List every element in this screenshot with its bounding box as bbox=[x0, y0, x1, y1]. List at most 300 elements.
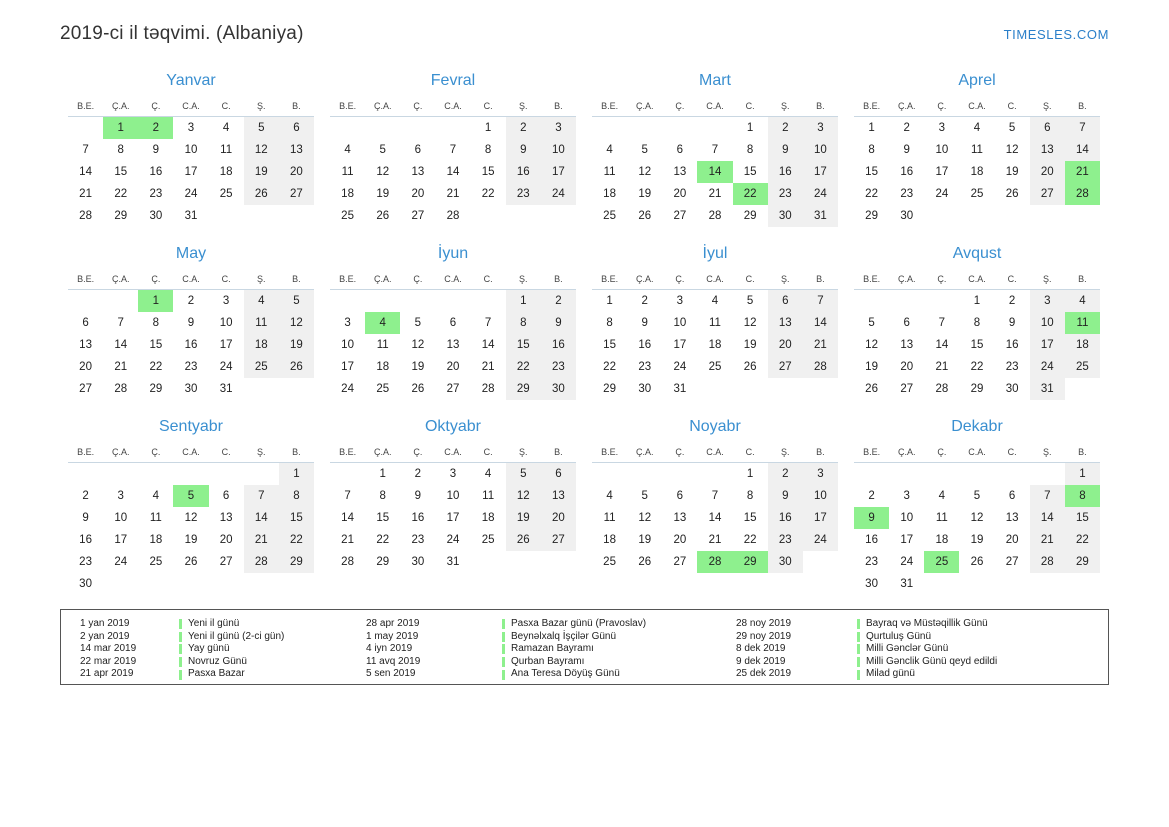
day-cell-weekend[interactable]: 10 bbox=[1030, 312, 1065, 334]
day-cell[interactable]: 26 bbox=[638, 556, 652, 568]
day-cell[interactable]: 5 bbox=[414, 317, 422, 329]
day-cell[interactable]: 17 bbox=[900, 534, 914, 546]
day-cell-weekend[interactable]: 23 bbox=[506, 183, 541, 205]
day-cell[interactable]: 16 bbox=[411, 512, 425, 524]
day-cell[interactable]: 11 bbox=[376, 339, 389, 351]
day-cell[interactable]: 14 bbox=[481, 339, 495, 351]
day-cell[interactable]: 6 bbox=[82, 317, 89, 329]
day-cell[interactable]: 5 bbox=[379, 144, 386, 156]
day-cell-weekend[interactable]: 10 bbox=[541, 139, 576, 161]
day-cell-weekend[interactable]: 3 bbox=[1030, 290, 1065, 313]
day-cell[interactable]: 31 bbox=[900, 578, 914, 590]
day-cell-weekend[interactable]: 6 bbox=[768, 290, 803, 313]
day-cell[interactable]: 7 bbox=[938, 317, 946, 329]
day-cell[interactable]: 28 bbox=[79, 210, 92, 222]
day-cell[interactable]: 4 bbox=[938, 490, 946, 502]
day-cell[interactable]: 5 bbox=[641, 490, 648, 502]
day-cell-weekend[interactable]: 7 bbox=[244, 485, 279, 507]
day-cell-weekend[interactable]: 3 bbox=[803, 463, 838, 486]
day-cell[interactable]: 4 bbox=[222, 122, 230, 134]
day-cell[interactable]: 22 bbox=[376, 534, 390, 546]
day-cell-holiday[interactable]: 25 bbox=[924, 551, 959, 573]
day-cell-weekend[interactable]: 12 bbox=[506, 485, 541, 507]
day-cell[interactable]: 30 bbox=[184, 383, 198, 395]
day-cell-weekend[interactable]: 26 bbox=[244, 183, 279, 205]
day-cell-weekend[interactable]: 17 bbox=[803, 507, 838, 529]
day-cell[interactable]: 16 bbox=[865, 534, 878, 546]
day-cell[interactable]: 24 bbox=[446, 534, 460, 546]
day-cell-weekend[interactable]: 24 bbox=[803, 183, 838, 205]
day-cell[interactable]: 2 bbox=[903, 122, 910, 134]
day-cell[interactable]: 30 bbox=[638, 383, 652, 395]
day-cell[interactable]: 25 bbox=[603, 210, 616, 222]
day-cell[interactable]: 11 bbox=[603, 512, 616, 524]
day-cell[interactable]: 16 bbox=[184, 339, 198, 351]
day-cell[interactable]: 7 bbox=[711, 144, 719, 156]
day-cell-weekend[interactable]: 1 bbox=[1065, 463, 1100, 486]
day-cell[interactable]: 6 bbox=[414, 144, 422, 156]
day-cell[interactable]: 13 bbox=[219, 512, 233, 524]
day-cell[interactable]: 12 bbox=[376, 166, 390, 178]
day-cell[interactable]: 26 bbox=[638, 210, 652, 222]
day-cell[interactable]: 5 bbox=[973, 490, 981, 502]
day-cell[interactable]: 17 bbox=[673, 339, 687, 351]
day-cell[interactable]: 25 bbox=[603, 556, 616, 568]
day-cell[interactable]: 20 bbox=[446, 361, 460, 373]
day-cell[interactable]: 8 bbox=[379, 490, 386, 502]
day-cell[interactable]: 13 bbox=[411, 166, 425, 178]
day-cell[interactable]: 24 bbox=[184, 188, 198, 200]
day-cell[interactable]: 24 bbox=[900, 556, 914, 568]
day-cell[interactable]: 2 bbox=[187, 295, 195, 307]
day-cell[interactable]: 16 bbox=[149, 166, 163, 178]
day-cell-weekend[interactable]: 8 bbox=[506, 312, 541, 334]
day-cell[interactable]: 28 bbox=[446, 210, 460, 222]
day-cell[interactable]: 22 bbox=[865, 188, 878, 200]
day-cell-weekend[interactable]: 10 bbox=[803, 485, 838, 507]
day-cell[interactable]: 11 bbox=[709, 317, 721, 329]
day-cell-weekend[interactable]: 29 bbox=[506, 378, 541, 400]
day-cell-weekend[interactable]: 14 bbox=[803, 312, 838, 334]
day-cell-weekend[interactable]: 22 bbox=[1065, 529, 1100, 551]
day-cell[interactable]: 10 bbox=[673, 317, 687, 329]
day-cell[interactable]: 10 bbox=[900, 512, 914, 524]
day-cell[interactable]: 6 bbox=[1008, 490, 1016, 502]
day-cell[interactable]: 3 bbox=[903, 490, 910, 502]
day-cell-weekend[interactable]: 6 bbox=[279, 117, 314, 140]
day-cell[interactable]: 26 bbox=[184, 556, 198, 568]
day-cell-weekend[interactable]: 1 bbox=[506, 290, 541, 313]
day-cell-holiday[interactable]: 22 bbox=[733, 183, 768, 205]
day-cell[interactable]: 10 bbox=[184, 144, 198, 156]
day-cell-weekend[interactable]: 13 bbox=[1030, 139, 1065, 161]
day-cell[interactable]: 27 bbox=[446, 383, 460, 395]
day-cell-holiday[interactable]: 2 bbox=[138, 117, 173, 140]
day-cell[interactable]: 13 bbox=[673, 166, 687, 178]
day-cell[interactable]: 8 bbox=[746, 490, 754, 502]
day-cell[interactable]: 9 bbox=[641, 317, 648, 329]
day-cell-holiday[interactable]: 14 bbox=[697, 161, 732, 183]
day-cell-weekend[interactable]: 20 bbox=[1030, 161, 1065, 183]
day-cell-weekend[interactable]: 7 bbox=[1065, 117, 1100, 140]
day-cell-weekend[interactable]: 19 bbox=[506, 507, 541, 529]
day-cell[interactable]: 4 bbox=[344, 144, 351, 156]
day-cell[interactable]: 31 bbox=[446, 556, 460, 568]
site-brand[interactable]: TIMESLES.COM bbox=[1003, 26, 1109, 42]
day-cell[interactable]: 11 bbox=[935, 512, 948, 524]
day-cell[interactable]: 24 bbox=[935, 188, 949, 200]
day-cell-weekend[interactable]: 26 bbox=[279, 356, 314, 378]
day-cell[interactable]: 19 bbox=[376, 188, 390, 200]
day-cell[interactable]: 18 bbox=[708, 339, 722, 351]
day-cell-weekend[interactable]: 7 bbox=[803, 290, 838, 313]
day-cell[interactable]: 26 bbox=[1005, 188, 1019, 200]
day-cell-weekend[interactable]: 14 bbox=[244, 507, 279, 529]
day-cell[interactable]: 17 bbox=[446, 512, 460, 524]
day-cell-weekend[interactable]: 17 bbox=[1030, 334, 1065, 356]
day-cell[interactable]: 23 bbox=[149, 188, 163, 200]
day-cell[interactable]: 14 bbox=[79, 166, 92, 178]
day-cell[interactable]: 14 bbox=[114, 339, 128, 351]
day-cell[interactable]: 12 bbox=[184, 512, 198, 524]
day-cell-weekend[interactable]: 20 bbox=[541, 507, 576, 529]
day-cell-weekend[interactable]: 15 bbox=[1065, 507, 1100, 529]
day-cell-weekend[interactable]: 25 bbox=[244, 356, 279, 378]
day-cell[interactable]: 22 bbox=[603, 361, 616, 373]
day-cell-weekend[interactable]: 6 bbox=[1030, 117, 1065, 140]
day-cell-weekend[interactable]: 7 bbox=[1030, 485, 1065, 507]
day-cell[interactable]: 30 bbox=[1005, 383, 1019, 395]
day-cell[interactable]: 2 bbox=[414, 468, 422, 480]
day-cell[interactable]: 8 bbox=[484, 144, 492, 156]
day-cell[interactable]: 15 bbox=[481, 166, 495, 178]
day-cell[interactable]: 8 bbox=[746, 144, 754, 156]
day-cell[interactable]: 23 bbox=[865, 556, 878, 568]
day-cell-weekend[interactable]: 9 bbox=[541, 312, 576, 334]
day-cell[interactable]: 25 bbox=[149, 556, 163, 568]
day-cell[interactable]: 22 bbox=[481, 188, 495, 200]
day-cell[interactable]: 13 bbox=[79, 339, 92, 351]
day-cell[interactable]: 8 bbox=[606, 317, 613, 329]
day-cell-holiday[interactable]: 9 bbox=[854, 507, 889, 529]
day-cell[interactable]: 21 bbox=[708, 188, 722, 200]
day-cell[interactable]: 11 bbox=[341, 166, 354, 178]
day-cell[interactable]: 11 bbox=[482, 490, 495, 502]
day-cell[interactable]: 21 bbox=[114, 361, 128, 373]
day-cell-weekend[interactable]: 1 bbox=[279, 463, 314, 486]
day-cell[interactable]: 4 bbox=[711, 295, 719, 307]
day-cell[interactable]: 15 bbox=[970, 339, 984, 351]
day-cell-weekend[interactable]: 22 bbox=[506, 356, 541, 378]
day-cell[interactable]: 17 bbox=[935, 166, 949, 178]
day-cell-weekend[interactable]: 21 bbox=[244, 529, 279, 551]
day-cell[interactable]: 5 bbox=[641, 144, 648, 156]
day-cell-weekend[interactable]: 28 bbox=[803, 356, 838, 378]
day-cell-weekend[interactable]: 25 bbox=[1065, 356, 1100, 378]
day-cell[interactable]: 10 bbox=[341, 339, 354, 351]
day-cell-holiday[interactable]: 21 bbox=[1065, 161, 1100, 183]
day-cell[interactable]: 14 bbox=[708, 512, 722, 524]
day-cell[interactable]: 20 bbox=[673, 534, 687, 546]
day-cell[interactable]: 22 bbox=[743, 534, 757, 546]
day-cell[interactable]: 20 bbox=[1005, 534, 1019, 546]
day-cell-weekend[interactable]: 5 bbox=[506, 463, 541, 486]
day-cell[interactable]: 18 bbox=[935, 534, 949, 546]
day-cell[interactable]: 25 bbox=[481, 534, 495, 546]
day-cell-weekend[interactable]: 4 bbox=[244, 290, 279, 313]
day-cell[interactable]: 9 bbox=[414, 490, 422, 502]
day-cell[interactable]: 1 bbox=[379, 468, 386, 480]
day-cell[interactable]: 31 bbox=[184, 210, 198, 222]
day-cell[interactable]: 3 bbox=[938, 122, 946, 134]
day-cell-holiday[interactable]: 5 bbox=[173, 485, 208, 507]
day-cell-weekend[interactable]: 18 bbox=[1065, 334, 1100, 356]
day-cell[interactable]: 28 bbox=[708, 210, 722, 222]
day-cell[interactable]: 26 bbox=[743, 361, 757, 373]
day-cell[interactable]: 10 bbox=[219, 317, 233, 329]
day-cell[interactable]: 18 bbox=[603, 188, 616, 200]
day-cell-weekend[interactable]: 15 bbox=[279, 507, 314, 529]
day-cell[interactable]: 27 bbox=[673, 210, 687, 222]
day-cell[interactable]: 31 bbox=[673, 383, 687, 395]
day-cell[interactable]: 4 bbox=[606, 144, 613, 156]
day-cell[interactable]: 1 bbox=[484, 122, 492, 134]
day-cell-weekend[interactable]: 14 bbox=[1065, 139, 1100, 161]
day-cell[interactable]: 10 bbox=[935, 144, 949, 156]
day-cell-weekend[interactable]: 5 bbox=[279, 290, 314, 313]
day-cell[interactable]: 19 bbox=[743, 339, 757, 351]
day-cell[interactable]: 21 bbox=[935, 361, 949, 373]
day-cell[interactable]: 6 bbox=[449, 317, 457, 329]
day-cell[interactable]: 18 bbox=[603, 534, 616, 546]
day-cell-holiday[interactable]: 28 bbox=[1065, 183, 1100, 205]
day-cell[interactable]: 21 bbox=[708, 534, 722, 546]
day-cell-weekend[interactable]: 2 bbox=[541, 290, 576, 313]
day-cell[interactable]: 29 bbox=[149, 383, 163, 395]
day-cell[interactable]: 16 bbox=[900, 166, 914, 178]
day-cell[interactable]: 10 bbox=[446, 490, 460, 502]
day-cell[interactable]: 23 bbox=[411, 534, 425, 546]
day-cell[interactable]: 25 bbox=[219, 188, 233, 200]
day-cell-weekend[interactable]: 29 bbox=[1065, 551, 1100, 573]
day-cell-weekend[interactable]: 30 bbox=[768, 205, 803, 227]
day-cell[interactable]: 11 bbox=[603, 166, 616, 178]
day-cell[interactable]: 11 bbox=[220, 144, 233, 156]
day-cell[interactable]: 7 bbox=[449, 144, 457, 156]
day-cell[interactable]: 20 bbox=[673, 188, 687, 200]
day-cell[interactable]: 12 bbox=[1005, 144, 1019, 156]
day-cell[interactable]: 12 bbox=[743, 317, 757, 329]
day-cell[interactable]: 4 bbox=[484, 468, 492, 480]
day-cell[interactable]: 18 bbox=[341, 188, 354, 200]
day-cell[interactable]: 3 bbox=[449, 468, 457, 480]
day-cell[interactable]: 20 bbox=[411, 188, 425, 200]
day-cell[interactable]: 14 bbox=[341, 512, 354, 524]
day-cell[interactable]: 6 bbox=[903, 317, 910, 329]
day-cell-weekend[interactable]: 27 bbox=[1030, 183, 1065, 205]
day-cell[interactable]: 11 bbox=[149, 512, 162, 524]
day-cell[interactable]: 28 bbox=[341, 556, 354, 568]
day-cell[interactable]: 21 bbox=[341, 534, 354, 546]
day-cell[interactable]: 13 bbox=[900, 339, 914, 351]
day-cell-weekend[interactable]: 18 bbox=[244, 334, 279, 356]
day-cell-holiday[interactable]: 1 bbox=[103, 117, 138, 140]
day-cell-weekend[interactable]: 12 bbox=[244, 139, 279, 161]
day-cell-weekend[interactable]: 20 bbox=[279, 161, 314, 183]
day-cell-weekend[interactable]: 9 bbox=[768, 485, 803, 507]
day-cell[interactable]: 30 bbox=[900, 210, 914, 222]
day-cell[interactable]: 1 bbox=[606, 295, 613, 307]
day-cell[interactable]: 9 bbox=[187, 317, 195, 329]
day-cell-weekend[interactable]: 19 bbox=[244, 161, 279, 183]
day-cell[interactable]: 26 bbox=[970, 556, 984, 568]
day-cell[interactable]: 2 bbox=[868, 490, 875, 502]
day-cell[interactable]: 28 bbox=[481, 383, 495, 395]
day-cell[interactable]: 9 bbox=[82, 512, 89, 524]
day-cell[interactable]: 13 bbox=[1005, 512, 1019, 524]
day-cell-weekend[interactable]: 23 bbox=[768, 183, 803, 205]
day-cell[interactable]: 14 bbox=[446, 166, 460, 178]
day-cell-weekend[interactable]: 19 bbox=[279, 334, 314, 356]
day-cell[interactable]: 8 bbox=[152, 317, 160, 329]
day-cell[interactable]: 15 bbox=[149, 339, 163, 351]
day-cell[interactable]: 19 bbox=[970, 534, 984, 546]
day-cell[interactable]: 2 bbox=[1008, 295, 1016, 307]
day-cell[interactable]: 6 bbox=[222, 490, 230, 502]
day-cell[interactable]: 6 bbox=[676, 144, 684, 156]
day-cell[interactable]: 17 bbox=[114, 534, 128, 546]
day-cell-weekend[interactable]: 17 bbox=[541, 161, 576, 183]
day-cell-weekend[interactable]: 24 bbox=[1030, 356, 1065, 378]
day-cell[interactable]: 29 bbox=[376, 556, 390, 568]
day-cell[interactable]: 25 bbox=[341, 210, 354, 222]
day-cell-weekend[interactable]: 28 bbox=[244, 551, 279, 573]
day-cell[interactable]: 3 bbox=[187, 122, 195, 134]
day-cell[interactable]: 13 bbox=[446, 339, 460, 351]
day-cell-weekend[interactable]: 5 bbox=[244, 117, 279, 140]
day-cell-weekend[interactable]: 21 bbox=[1030, 529, 1065, 551]
day-cell[interactable]: 28 bbox=[114, 383, 128, 395]
day-cell-holiday[interactable]: 29 bbox=[733, 551, 768, 573]
day-cell[interactable]: 15 bbox=[603, 339, 616, 351]
day-cell-weekend[interactable]: 22 bbox=[279, 529, 314, 551]
day-cell[interactable]: 17 bbox=[219, 339, 233, 351]
day-cell[interactable]: 12 bbox=[970, 512, 984, 524]
day-cell[interactable]: 16 bbox=[1005, 339, 1019, 351]
day-cell-weekend[interactable]: 27 bbox=[541, 529, 576, 551]
day-cell-weekend[interactable]: 26 bbox=[506, 529, 541, 551]
day-cell[interactable]: 27 bbox=[79, 383, 92, 395]
day-cell[interactable]: 23 bbox=[184, 361, 198, 373]
day-cell[interactable]: 27 bbox=[219, 556, 233, 568]
day-cell[interactable]: 18 bbox=[219, 166, 233, 178]
day-cell[interactable]: 22 bbox=[114, 188, 128, 200]
day-cell-weekend[interactable]: 24 bbox=[803, 529, 838, 551]
day-cell-weekend[interactable]: 30 bbox=[768, 551, 803, 573]
day-cell[interactable]: 27 bbox=[411, 210, 425, 222]
day-cell[interactable]: 1 bbox=[868, 122, 875, 134]
day-cell-holiday[interactable]: 8 bbox=[1065, 485, 1100, 507]
day-cell[interactable]: 14 bbox=[935, 339, 949, 351]
day-cell[interactable]: 1 bbox=[746, 122, 754, 134]
day-cell-weekend[interactable]: 23 bbox=[768, 529, 803, 551]
day-cell[interactable]: 28 bbox=[935, 383, 949, 395]
day-cell-weekend[interactable]: 27 bbox=[279, 183, 314, 205]
day-cell[interactable]: 13 bbox=[673, 512, 687, 524]
day-cell-weekend[interactable]: 24 bbox=[541, 183, 576, 205]
day-cell[interactable]: 7 bbox=[117, 317, 124, 329]
day-cell-weekend[interactable]: 16 bbox=[768, 161, 803, 183]
day-cell-weekend[interactable]: 29 bbox=[279, 551, 314, 573]
day-cell[interactable]: 24 bbox=[341, 383, 354, 395]
day-cell[interactable]: 19 bbox=[865, 361, 878, 373]
day-cell-weekend[interactable]: 28 bbox=[1030, 551, 1065, 573]
day-cell[interactable]: 29 bbox=[603, 383, 616, 395]
day-cell[interactable]: 5 bbox=[1008, 122, 1016, 134]
day-cell-weekend[interactable]: 12 bbox=[279, 312, 314, 334]
day-cell-weekend[interactable]: 31 bbox=[803, 205, 838, 227]
day-cell[interactable]: 21 bbox=[79, 188, 92, 200]
day-cell[interactable]: 1 bbox=[973, 295, 981, 307]
day-cell[interactable]: 3 bbox=[117, 490, 124, 502]
day-cell[interactable]: 2 bbox=[641, 295, 648, 307]
day-cell-weekend[interactable]: 2 bbox=[768, 117, 803, 140]
day-cell-weekend[interactable]: 17 bbox=[803, 161, 838, 183]
day-cell-weekend[interactable]: 13 bbox=[541, 485, 576, 507]
day-cell[interactable]: 17 bbox=[341, 361, 354, 373]
day-cell-weekend[interactable]: 31 bbox=[1030, 378, 1065, 400]
day-cell[interactable]: 9 bbox=[1008, 317, 1016, 329]
day-cell-weekend[interactable]: 9 bbox=[506, 139, 541, 161]
day-cell[interactable]: 26 bbox=[376, 210, 390, 222]
day-cell-holiday[interactable]: 1 bbox=[138, 290, 173, 313]
day-cell[interactable]: 27 bbox=[1005, 556, 1019, 568]
day-cell[interactable]: 24 bbox=[673, 361, 687, 373]
day-cell-weekend[interactable]: 16 bbox=[506, 161, 541, 183]
day-cell-weekend[interactable]: 10 bbox=[803, 139, 838, 161]
day-cell[interactable]: 27 bbox=[900, 383, 914, 395]
day-cell-weekend[interactable]: 2 bbox=[506, 117, 541, 140]
day-cell[interactable]: 23 bbox=[638, 361, 652, 373]
day-cell[interactable]: 18 bbox=[481, 512, 495, 524]
day-cell[interactable]: 19 bbox=[184, 534, 198, 546]
day-cell[interactable]: 7 bbox=[82, 144, 89, 156]
day-cell[interactable]: 4 bbox=[606, 490, 613, 502]
day-cell[interactable]: 29 bbox=[970, 383, 984, 395]
day-cell[interactable]: 21 bbox=[481, 361, 495, 373]
day-cell-weekend[interactable]: 16 bbox=[768, 507, 803, 529]
day-cell[interactable]: 4 bbox=[973, 122, 981, 134]
day-cell[interactable]: 20 bbox=[79, 361, 92, 373]
day-cell-weekend[interactable]: 3 bbox=[803, 117, 838, 140]
day-cell-holiday[interactable]: 28 bbox=[697, 551, 732, 573]
day-cell[interactable]: 30 bbox=[411, 556, 425, 568]
day-cell[interactable]: 26 bbox=[865, 383, 878, 395]
day-cell[interactable]: 8 bbox=[117, 144, 124, 156]
day-cell[interactable]: 25 bbox=[376, 383, 390, 395]
day-cell[interactable]: 4 bbox=[152, 490, 160, 502]
day-cell-weekend[interactable]: 20 bbox=[768, 334, 803, 356]
day-cell[interactable]: 19 bbox=[638, 534, 652, 546]
day-cell-weekend[interactable]: 2 bbox=[768, 463, 803, 486]
day-cell[interactable]: 29 bbox=[743, 210, 757, 222]
day-cell[interactable]: 3 bbox=[344, 317, 351, 329]
day-cell[interactable]: 6 bbox=[676, 490, 684, 502]
day-cell[interactable]: 31 bbox=[219, 383, 233, 395]
day-cell[interactable]: 3 bbox=[222, 295, 230, 307]
day-cell[interactable]: 30 bbox=[79, 578, 92, 590]
day-cell[interactable]: 12 bbox=[638, 166, 652, 178]
